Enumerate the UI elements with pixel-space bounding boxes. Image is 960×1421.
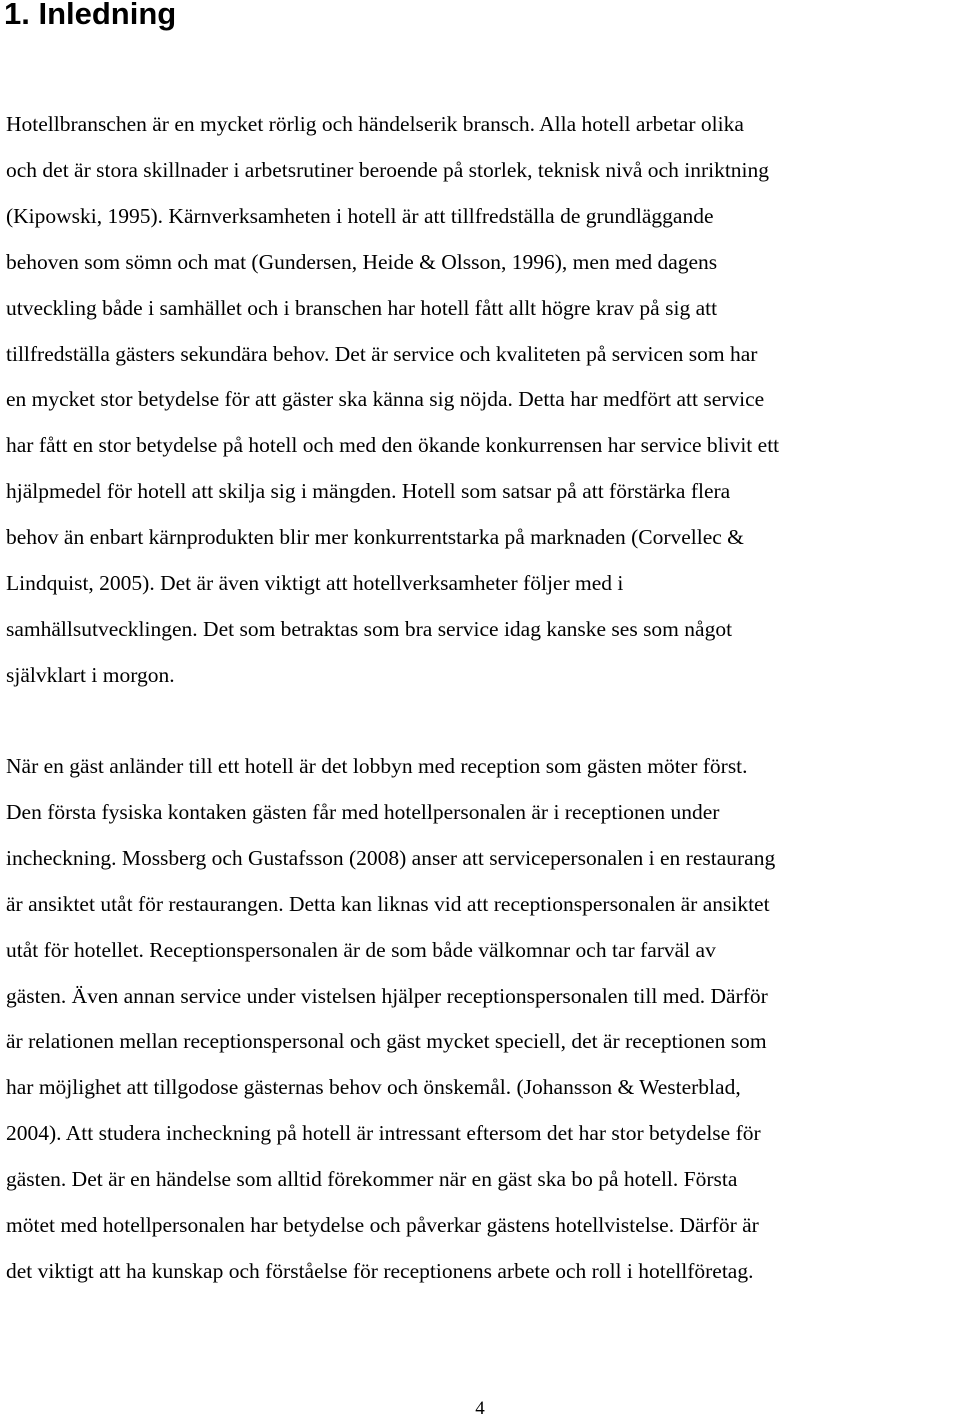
text-line: Den första fysiska kontaken gästen får med hotellpersonalen är i receptionen under <box>6 799 720 824</box>
text-line: Hotellbranschen är en mycket rörlig och händelserik bransch. Alla hotell arbetar olika <box>6 112 744 136</box>
text-line: Lindquist, 2005). Det är även viktigt att hotellverksamheter följer med i <box>6 571 624 596</box>
text-line: mötet med hotellpersonalen har betydelse och påverkar gästens hotellvistelse. Därför är <box>6 1213 759 1238</box>
text-line: 2004). Att studera incheckning på hotell är intressant eftersom det har stor betydelse för <box>6 1121 761 1146</box>
text-line: gästen. Även annan service under vistelsen hjälper receptionspersonalen till med. Därför <box>6 983 768 1008</box>
paragraph-reception <box>6 744 775 1295</box>
text-line: När en gäst anländer till ett hotell är det lobbyn med reception som gästen möter först. <box>6 754 748 778</box>
text-line: och det är stora skillnader i arbetsrutiner beroende på storlek, teknisk nivå och inriktning <box>6 157 770 182</box>
text-line: är relationen mellan receptionspersonal och gäst mycket speciell, det är receptionen som <box>6 1029 767 1054</box>
text-line: en mycket stor betydelse för att gäster ska känna sig nöjda. Detta har medfört att service <box>6 387 765 412</box>
text-line: tillfredställa gästers sekundära behov. Det är service och kvaliteten på servicen som har <box>6 341 758 366</box>
text-line: behoven som sömn och mat (Gundersen, Heide & Olsson, 1996), men med dagens <box>6 249 718 274</box>
text-line: självklart i morgon. <box>6 662 175 687</box>
text-line: (Kipowski, 1995). Kärnverksamheten i hotell är att tillfredställa de grundläggande <box>6 203 714 228</box>
page-number: 4 <box>475 1398 485 1419</box>
text-line: är ansiktet utåt för restaurangen. Detta kan liknas vid att receptionspersonalen är ansiktet <box>6 891 770 916</box>
text-line: utveckling både i samhället och i branschen har hotell fått allt högre krav på sig att <box>6 295 718 320</box>
text-line: det viktigt att ha kunskap och förståelse för receptionens arbete och roll i hotellföretag. <box>6 1258 754 1283</box>
text-line: behov än enbart kärnprodukten blir mer konkurrentstarka på marknaden (Corvellec & <box>6 525 744 550</box>
text-line: incheckning. Mossberg och Gustafsson (2008) anser att servicepersonalen i en restaurang <box>6 845 776 870</box>
text-line: utåt för hotellet. Receptionspersonalen är de som både välkomnar och tar farväl av <box>6 937 716 962</box>
paragraph-intro <box>6 102 779 699</box>
text-line: har fått en stor betydelse på hotell och med den ökande konkurrensen har service blivit ett <box>6 433 780 458</box>
text-line: har möjlighet att tillgodose gästernas behov och önskemål. (Johansson & Westerblad, <box>6 1075 741 1100</box>
text-line: hjälpmedel för hotell att skilja sig i mängden. Hotell som satsar på att förstärka flera <box>6 479 731 504</box>
text-line: samhällsutvecklingen. Det som betraktas som bra service idag kanske ses som något <box>6 616 733 641</box>
text-line: gästen. Det är en händelse som alltid förekommer när en gäst ska bo på hotell. Första <box>6 1167 738 1192</box>
section-heading: 1. Inledning <box>4 0 177 31</box>
